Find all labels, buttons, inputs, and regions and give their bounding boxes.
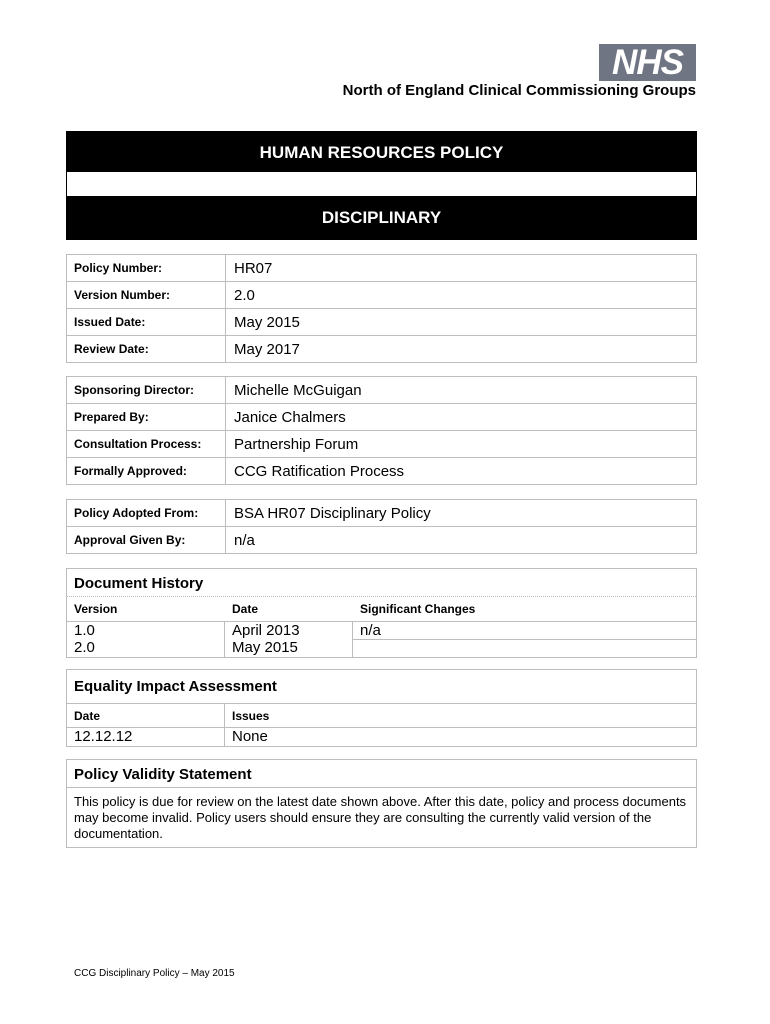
issued-date-label: Issued Date:: [67, 309, 226, 336]
policy-adopted-from-value: BSA HR07 Disciplinary Policy: [226, 500, 697, 527]
table-row: [67, 404, 697, 431]
document-history-title: Document History: [74, 575, 204, 592]
policy-type-heading: HUMAN RESOURCES POLICY: [66, 131, 697, 172]
policy-adopted-from-label: Policy Adopted From:: [67, 500, 226, 527]
history-row-1-version: 1.0: [74, 622, 95, 639]
history-date-header: Date: [232, 602, 259, 616]
table-row: [67, 282, 697, 309]
document-history-section: [66, 568, 697, 658]
divider: [67, 727, 696, 728]
page-footer: CCG Disciplinary Policy – May 2015: [74, 968, 235, 979]
nhs-logo: NHS: [599, 44, 696, 81]
table-row: [67, 431, 697, 458]
formally-approved-value: CCG Ratification Process: [226, 458, 697, 485]
version-number-value: 2.0: [226, 282, 697, 309]
equality-date-header: Date: [74, 709, 101, 723]
divider: [224, 621, 225, 657]
validity-statement: This policy is due for review on the latest date shown above. After this date, policy and process documents may become invalid. Policy users should ensure they are consulting the currently valid version of the documentation.: [74, 794, 687, 841]
heading-spacer: [66, 172, 697, 196]
history-row-2-date: May 2015: [232, 639, 298, 656]
policy-details-table: [66, 254, 697, 363]
issued-date-value: May 2015: [226, 309, 697, 336]
equality-row-1-issues: None: [232, 728, 268, 745]
divider: [67, 621, 696, 622]
policy-name-heading: DISCIPLINARY: [66, 196, 697, 240]
divider: [67, 596, 696, 597]
formally-approved-label: Formally Approved:: [67, 458, 226, 485]
prepared-by-label: Prepared By:: [67, 404, 226, 431]
prepared-by-value: Janice Chalmers: [226, 404, 697, 431]
table-row: [67, 500, 697, 527]
policy-number-label: Policy Number:: [67, 255, 226, 282]
consultation-process-label: Consultation Process:: [67, 431, 226, 458]
divider: [224, 703, 225, 746]
table-row: [67, 527, 697, 554]
equality-impact-title: Equality Impact Assessment: [74, 678, 277, 695]
equality-row-1-date: 12.12.12: [74, 728, 133, 745]
version-number-label: Version Number:: [67, 282, 226, 309]
history-row-1-date: April 2013: [232, 622, 300, 639]
review-date-value: May 2017: [226, 336, 697, 363]
validity-title: Policy Validity Statement: [74, 766, 252, 783]
approval-given-by-value: n/a: [226, 527, 697, 554]
review-date-label: Review Date:: [67, 336, 226, 363]
divider: [67, 703, 696, 704]
equality-issues-header: Issues: [232, 709, 270, 723]
validity-section: [66, 759, 697, 848]
table-row: [67, 336, 697, 363]
approval-details-table: [66, 376, 697, 485]
divider: [352, 639, 696, 640]
organisation-name: North of England Clinical Commissioning Groups: [342, 82, 696, 99]
history-version-header: Version: [74, 602, 118, 616]
history-row-1-changes: n/a: [360, 622, 381, 639]
sponsoring-director-value: Michelle McGuigan: [226, 377, 697, 404]
table-row: [67, 255, 697, 282]
approval-given-by-label: Approval Given By:: [67, 527, 226, 554]
consultation-process-value: Partnership Forum: [226, 431, 697, 458]
adoption-details-table: [66, 499, 697, 554]
sponsoring-director-label: Sponsoring Director:: [67, 377, 226, 404]
divider: [67, 787, 696, 788]
equality-impact-section: [66, 669, 697, 747]
history-changes-header: Significant Changes: [360, 602, 476, 616]
table-row: [67, 309, 697, 336]
table-row: [67, 377, 697, 404]
policy-number-value: HR07: [226, 255, 697, 282]
history-row-2-version: 2.0: [74, 639, 95, 656]
table-row: [67, 458, 697, 485]
